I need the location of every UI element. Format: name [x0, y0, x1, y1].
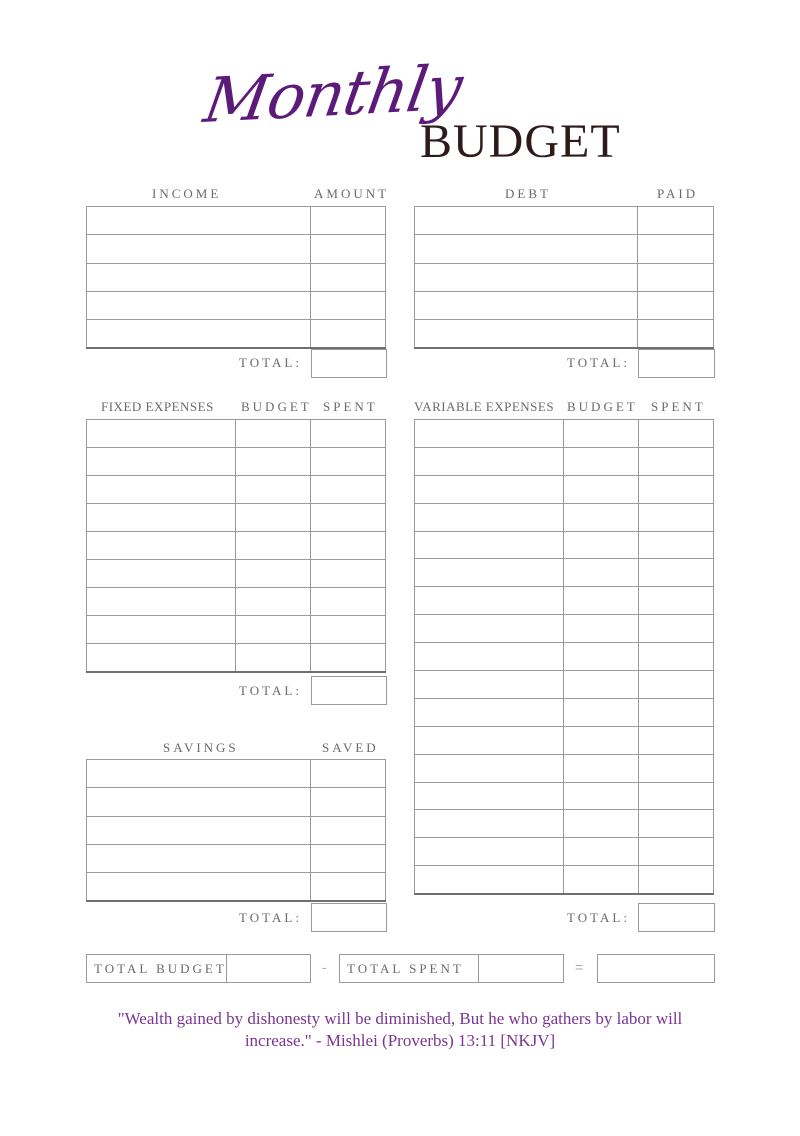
debt-cell[interactable]	[415, 320, 638, 349]
variable-expense-row	[415, 615, 714, 643]
variable-expense-cell[interactable]	[639, 531, 714, 559]
variable-expense-row	[415, 503, 714, 531]
variable-expense-cell[interactable]	[564, 531, 639, 559]
total-budget-field[interactable]	[227, 955, 310, 982]
savings-total-field[interactable]	[311, 903, 387, 932]
variable-expense-cell[interactable]	[564, 866, 639, 894]
variable-expense-cell[interactable]	[639, 838, 714, 866]
debt-total-field[interactable]	[638, 349, 715, 378]
total-budget-box	[86, 954, 311, 983]
variable-expense-cell[interactable]	[639, 671, 714, 699]
debt-header: DEBT	[505, 186, 551, 201]
variable-expense-cell[interactable]	[639, 754, 714, 782]
saved-header: SAVED	[322, 740, 379, 755]
fixed-expenses-table	[86, 419, 386, 673]
debt-cell[interactable]	[637, 263, 713, 291]
fixed-expense-cell[interactable]	[236, 476, 311, 504]
debt-cell[interactable]	[637, 320, 713, 349]
variable-expense-row	[415, 447, 714, 475]
income-cell[interactable]	[87, 263, 311, 291]
variable-expense-cell[interactable]	[415, 810, 564, 838]
paid-header: PAID	[657, 186, 699, 201]
fixed-expense-cell[interactable]	[236, 560, 311, 588]
fixed-expense-cell[interactable]	[236, 448, 311, 476]
variable-expense-cell[interactable]	[639, 475, 714, 503]
variable-expense-cell[interactable]	[415, 643, 564, 671]
variable-expense-row	[415, 671, 714, 699]
variable-expense-cell[interactable]	[415, 866, 564, 894]
income-cell[interactable]	[87, 320, 311, 349]
title-budget: BUDGET	[420, 115, 621, 168]
fixed-budget-header: BUDGET	[241, 399, 312, 414]
fixed-expense-cell[interactable]	[87, 532, 236, 560]
total-spent-label: TOTAL SPENT	[340, 955, 479, 982]
income-cell[interactable]	[310, 207, 385, 235]
debt-row	[415, 235, 714, 263]
variable-expense-row	[415, 810, 714, 838]
variable-expense-cell[interactable]	[564, 810, 639, 838]
variable-expense-cell[interactable]	[415, 447, 564, 475]
variable-expense-cell[interactable]	[415, 838, 564, 866]
fixed-expenses-header: FIXED EXPENSES	[101, 399, 214, 414]
savings-cell[interactable]	[87, 873, 311, 902]
savings-cell[interactable]	[310, 844, 385, 872]
variable-expense-row	[415, 726, 714, 754]
variable-expense-cell[interactable]	[415, 587, 564, 615]
equals-sign: =	[575, 959, 584, 975]
variable-expense-cell[interactable]	[415, 782, 564, 810]
fixed-expense-cell[interactable]	[87, 616, 236, 644]
fixed-expense-cell[interactable]	[236, 588, 311, 616]
savings-total-label: TOTAL:	[239, 910, 302, 925]
income-total-field[interactable]	[311, 349, 387, 378]
fixed-spent-header: SPENT	[323, 399, 378, 414]
debt-cell[interactable]	[637, 291, 713, 319]
debt-cell[interactable]	[415, 235, 638, 263]
fixed-expense-cell[interactable]	[87, 504, 236, 532]
fixed-expense-cell[interactable]	[311, 616, 386, 644]
quote	[80, 1008, 720, 1052]
income-total-label: TOTAL:	[239, 355, 302, 370]
savings-cell[interactable]	[310, 873, 385, 902]
income-row	[87, 207, 386, 235]
variable-expense-cell[interactable]	[564, 782, 639, 810]
fixed-expense-cell[interactable]	[236, 504, 311, 532]
variable-expense-cell[interactable]	[639, 587, 714, 615]
quote-line-2: increase." - Mishlei (Proverbs) 13:11 [NKJV]	[244, 1031, 556, 1050]
variable-expense-cell[interactable]	[639, 810, 714, 838]
fixed-expense-cell[interactable]	[311, 588, 386, 616]
variable-expense-cell[interactable]	[639, 866, 714, 894]
savings-cell[interactable]	[87, 816, 311, 844]
variable-expense-cell[interactable]	[564, 838, 639, 866]
savings-table	[86, 759, 386, 902]
savings-row	[87, 873, 386, 902]
variable-expense-cell[interactable]	[564, 671, 639, 699]
variable-expense-cell[interactable]	[639, 447, 714, 475]
variable-expense-cell[interactable]	[564, 643, 639, 671]
fixed-expense-row	[87, 420, 386, 448]
fixed-expense-cell[interactable]	[236, 420, 311, 448]
fixed-expense-cell[interactable]	[311, 448, 386, 476]
income-cell[interactable]	[310, 263, 385, 291]
variable-total-field[interactable]	[638, 903, 715, 932]
income-cell[interactable]	[310, 235, 385, 263]
variable-expense-cell[interactable]	[639, 503, 714, 531]
fixed-expense-cell[interactable]	[311, 420, 386, 448]
title-script-monthly: Monthly	[199, 50, 467, 137]
savings-cell[interactable]	[87, 844, 311, 872]
quote-line-1: "Wealth gained by dishonesty will be diminished, But he who gathers by labor will	[117, 1009, 683, 1028]
variable-expense-cell[interactable]	[564, 587, 639, 615]
variable-expense-cell[interactable]	[564, 559, 639, 587]
debt-cell[interactable]	[637, 207, 713, 235]
variable-expense-cell[interactable]	[564, 420, 639, 448]
savings-cell[interactable]	[310, 788, 385, 816]
fixed-expense-cell[interactable]	[311, 560, 386, 588]
fixed-expense-row	[87, 476, 386, 504]
savings-cell[interactable]	[87, 788, 311, 816]
fixed-total-label: TOTAL:	[239, 683, 302, 698]
savings-row	[87, 816, 386, 844]
variable-expense-cell[interactable]	[415, 754, 564, 782]
variable-expense-cell[interactable]	[639, 420, 714, 448]
remaining-result-field[interactable]	[597, 954, 715, 983]
savings-header: SAVINGS	[163, 740, 239, 755]
variable-expense-row	[415, 559, 714, 587]
fixed-expense-row	[87, 532, 386, 560]
fixed-expense-cell[interactable]	[236, 532, 311, 560]
savings-cell[interactable]	[87, 760, 311, 788]
debt-cell[interactable]	[415, 291, 638, 319]
variable-expense-cell[interactable]	[415, 475, 564, 503]
variable-spent-header: SPENT	[651, 399, 706, 414]
fixed-expense-row	[87, 588, 386, 616]
variable-expense-cell[interactable]	[639, 615, 714, 643]
income-row	[87, 291, 386, 319]
variable-expense-row	[415, 475, 714, 503]
debt-total-label: TOTAL:	[567, 355, 630, 370]
variable-expense-cell[interactable]	[415, 671, 564, 699]
fixed-expense-cell[interactable]	[87, 476, 236, 504]
variable-expense-cell[interactable]	[639, 559, 714, 587]
variable-expense-cell[interactable]	[639, 698, 714, 726]
savings-row	[87, 844, 386, 872]
fixed-expense-cell[interactable]	[311, 476, 386, 504]
fixed-expense-row	[87, 644, 386, 673]
fixed-expense-cell[interactable]	[311, 644, 386, 673]
income-cell[interactable]	[310, 291, 385, 319]
debt-row	[415, 291, 714, 319]
income-cell[interactable]	[87, 207, 311, 235]
variable-budget-header: BUDGET	[567, 399, 638, 414]
total-spent-box	[339, 954, 564, 983]
income-cell[interactable]	[87, 235, 311, 263]
fixed-expense-cell[interactable]	[311, 532, 386, 560]
fixed-expense-cell[interactable]	[87, 560, 236, 588]
variable-expense-row	[415, 587, 714, 615]
fixed-expense-cell[interactable]	[87, 420, 236, 448]
variable-expense-row	[415, 754, 714, 782]
savings-row	[87, 788, 386, 816]
fixed-expense-cell[interactable]	[311, 504, 386, 532]
total-budget-label: TOTAL BUDGET	[87, 955, 227, 982]
total-spent-field[interactable]	[479, 955, 563, 982]
fixed-expense-cell[interactable]	[236, 616, 311, 644]
variable-expense-row	[415, 531, 714, 559]
debt-row	[415, 320, 714, 349]
variable-expense-cell[interactable]	[564, 698, 639, 726]
debt-row	[415, 207, 714, 235]
variable-expense-cell[interactable]	[639, 643, 714, 671]
variable-expense-row	[415, 782, 714, 810]
fixed-expense-row	[87, 448, 386, 476]
income-table	[86, 206, 386, 349]
income-row	[87, 320, 386, 349]
variable-total-label: TOTAL:	[567, 910, 630, 925]
variable-expense-cell[interactable]	[415, 615, 564, 643]
variable-expense-cell[interactable]	[564, 754, 639, 782]
variable-expense-row	[415, 420, 714, 448]
income-cell[interactable]	[87, 291, 311, 319]
variable-expense-row	[415, 838, 714, 866]
variable-expense-cell[interactable]	[415, 559, 564, 587]
variable-expense-row	[415, 698, 714, 726]
fixed-expense-row	[87, 504, 386, 532]
fixed-expense-cell[interactable]	[87, 448, 236, 476]
variable-expense-row	[415, 866, 714, 894]
variable-expense-cell[interactable]	[415, 531, 564, 559]
variable-expense-cell[interactable]	[564, 615, 639, 643]
fixed-expense-cell[interactable]	[236, 644, 311, 673]
debt-cell[interactable]	[415, 207, 638, 235]
variable-expense-cell[interactable]	[639, 726, 714, 754]
income-row	[87, 263, 386, 291]
minus-sign: -	[322, 959, 327, 975]
variable-expense-cell[interactable]	[564, 726, 639, 754]
variable-expense-cell[interactable]	[639, 782, 714, 810]
variable-expense-cell[interactable]	[564, 447, 639, 475]
fixed-total-field[interactable]	[311, 676, 387, 705]
income-header: INCOME	[152, 186, 222, 201]
variable-expense-cell[interactable]	[564, 503, 639, 531]
income-row	[87, 235, 386, 263]
debt-table	[414, 206, 714, 349]
variable-expenses-table	[414, 419, 714, 895]
variable-expense-cell[interactable]	[415, 503, 564, 531]
fixed-expense-cell[interactable]	[87, 588, 236, 616]
variable-expenses-header: VARIABLE EXPENSES	[414, 399, 555, 414]
variable-expense-cell[interactable]	[415, 726, 564, 754]
debt-row	[415, 263, 714, 291]
debt-cell[interactable]	[415, 263, 638, 291]
savings-row	[87, 760, 386, 788]
fixed-expense-cell[interactable]	[87, 644, 236, 673]
fixed-expense-row	[87, 616, 386, 644]
fixed-expense-row	[87, 560, 386, 588]
amount-header: AMOUNT	[314, 186, 390, 201]
savings-cell[interactable]	[310, 816, 385, 844]
income-cell[interactable]	[310, 320, 385, 349]
variable-expense-row	[415, 643, 714, 671]
variable-expense-cell[interactable]	[415, 420, 564, 448]
variable-expense-cell[interactable]	[564, 475, 639, 503]
savings-cell[interactable]	[310, 760, 385, 788]
debt-cell[interactable]	[637, 235, 713, 263]
variable-expense-cell[interactable]	[415, 698, 564, 726]
